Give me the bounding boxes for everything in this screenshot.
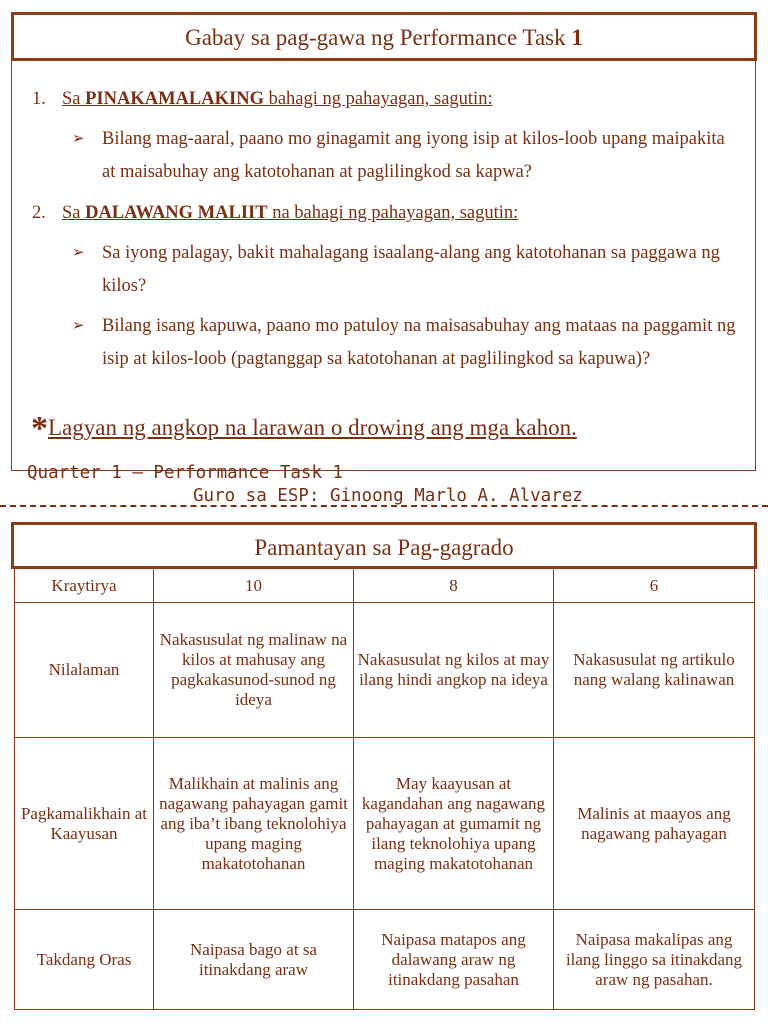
guide-bullet-1: ➢ Bilang mag-aaral, paano mo ginagamit ang iyong isip at kilos-loob upang maipakita at maisabuhay ang katotohanan at paglilingkod sa kapwa? — [72, 123, 742, 189]
rubric-table — [14, 568, 755, 1010]
guide-item-1: 1. Sa PINAKAMALAKING bahagi ng pahayagan, sagutin: — [32, 89, 493, 109]
table-cell: Nakasusulat ng malinaw na kilos at mahusay ang pagkakasunod-sunod ng ideya — [154, 603, 354, 738]
header-cell: 6 — [554, 569, 755, 603]
quarter-label: Quarter 1 – Performance Task 1 — [27, 463, 344, 483]
asterisk-icon: * — [31, 410, 48, 447]
table-cell: Naipasa makalipas ang ilang linggo sa itinakdang araw ng pasahan. — [554, 910, 755, 1010]
table-cell: Nilalaman — [15, 603, 154, 738]
rubric-title: Pamantayan sa Pag-gagrado — [11, 522, 757, 569]
instruction-note: *Lagyan ng angkop na larawan o drowing ang mga kahon. — [31, 410, 577, 447]
table-header-row — [15, 569, 755, 603]
table-row — [15, 738, 755, 910]
header-cell: 10 — [154, 569, 354, 603]
table-cell: Naipasa matapos ang dalawang araw ng itinakdang pasahan — [354, 910, 554, 1010]
table-row — [15, 910, 755, 1010]
table-cell: Malinis at maayos ang nagawang pahayagan — [554, 738, 755, 910]
guide-bullet-3: ➢ Bilang isang kapuwa, paano mo patuloy na maisasabuhay ang mataas na paggamit ng isip at kilos-loob (pagtanggap sa katotohanan at paglilingkod sa kapuwa)? — [72, 310, 742, 376]
arrow-bullet-icon: ➢ — [72, 245, 85, 261]
table-cell: Malikhain at malinis ang nagawang pahayagan gamit ang iba’t ibang teknolohiya upang maging makatotohanan — [154, 738, 354, 910]
header-cell: Kraytirya — [15, 569, 154, 603]
table-row — [15, 603, 755, 738]
table-cell: Nakasusulat ng kilos at may ilang hindi angkop na ideya — [354, 603, 554, 738]
teacher-label: Guro sa ESP: Ginoong Marlo A. Alvarez — [193, 486, 583, 506]
table-cell: May kaayusan at kagandahan ang nagawang pahayagan at gumamit ng ilang teknolohiya upang maging makatotohanan — [354, 738, 554, 910]
table-cell: Nakasusulat ng artikulo nang walang kalinawan — [554, 603, 755, 738]
cut-line — [0, 505, 768, 507]
header-cell: 8 — [354, 569, 554, 603]
table-cell: Naipasa bago at sa itinakdang araw — [154, 910, 354, 1010]
guide-item-2: 2. Sa DALAWANG MALIIT na bahagi ng pahayagan, sagutin: — [32, 203, 519, 223]
table-cell: Pagkamalikhain at Kaayusan — [15, 738, 154, 910]
arrow-bullet-icon: ➢ — [72, 318, 85, 334]
arrow-bullet-icon: ➢ — [72, 131, 85, 147]
guide-bullet-2: ➢ Sa iyong palagay, bakit mahalagang isaalang-alang ang katotohanan sa paggawa ng kilos? — [72, 237, 742, 303]
table-cell: Takdang Oras — [15, 910, 154, 1010]
guide-title: Gabay sa pag-gawa ng Performance Task 1 — [11, 12, 757, 61]
